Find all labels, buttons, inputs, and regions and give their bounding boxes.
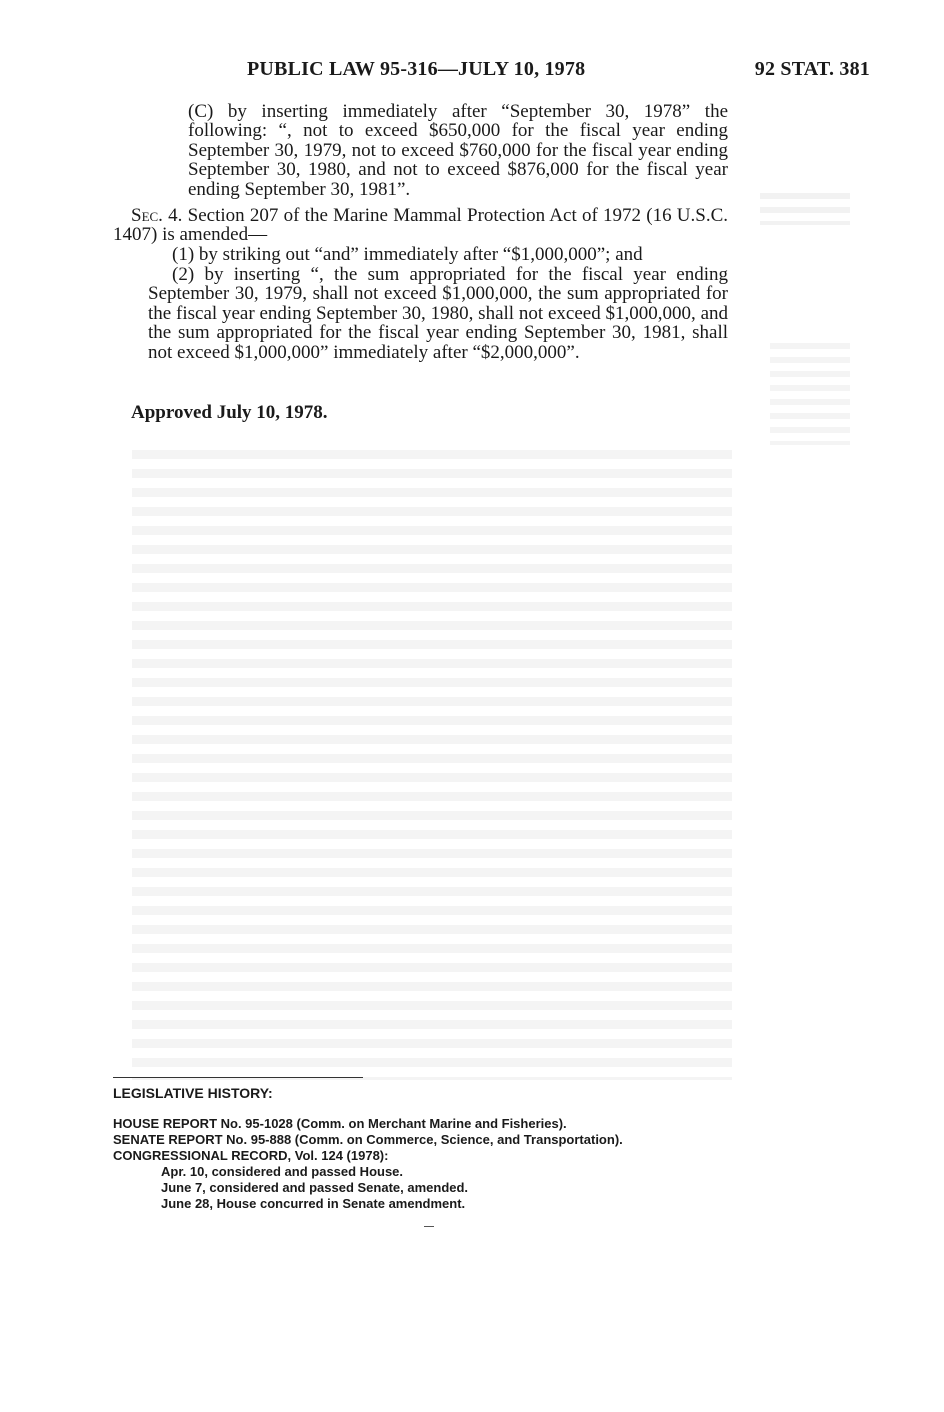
page-header-stat: 92 STAT. 381	[754, 58, 870, 80]
legislative-history-rule	[113, 1077, 363, 1078]
congressional-record-entry: CONGRESSIONAL RECORD, Vol. 124 (1978):	[113, 1148, 389, 1163]
page-mark	[424, 1226, 434, 1227]
house-report-entry: HOUSE REPORT No. 95-1028 (Comm. on Merchant Marine and Fisheries).	[113, 1116, 567, 1131]
section-4-label: Sec. 4.	[131, 205, 183, 226]
approval-date: Approved July 10, 1978.	[131, 402, 328, 423]
senate-report-entry: SENATE REPORT No. 95-888 (Comm. on Commerce, Science, and Transportation).	[113, 1132, 623, 1147]
item-2: (2) by inserting “, the sum appropriated for the fiscal year ending September 30, 1979, shall not exceed $1,000,000, the sum appropriated for the fiscal year ending September 30, 1980, shall not exceed $1,000,000, and the sum appropriated for the fiscal year ending September 30, 1981, shall not exceed $1,000,000” immediately after “$2,000,000”.	[148, 264, 728, 363]
record-item: June 7, considered and passed Senate, amended.	[161, 1180, 469, 1195]
record-item: Apr. 10, considered and passed House.	[161, 1164, 404, 1179]
section-4-text: Section 207 of the Marine Mammal Protection Act of 1972 (16 U.S.C. 1407) is amended—	[113, 205, 729, 246]
paragraph-c: (C) by inserting immediately after “September 30, 1978” the following: “, not to exceed $650,000 for the fiscal year ending September 30, 1979, not to exceed $760,000 for the fiscal year ending September 30, 1980, and not to exceed $876,000 for the fiscal year ending September 30, 1981”.	[188, 101, 728, 200]
legislative-history-list	[113, 1116, 623, 1212]
record-item: June 28, House concurred in Senate amendment.	[161, 1196, 466, 1211]
item-1: (1) by striking out “and” immediately after “$1,000,000”; and	[172, 244, 643, 265]
legislative-history-heading: LEGISLATIVE HISTORY:	[113, 1085, 273, 1101]
section-4-paragraph	[113, 206, 728, 245]
page-header-title: PUBLIC LAW 95-316—JULY 10, 1978	[247, 58, 586, 80]
